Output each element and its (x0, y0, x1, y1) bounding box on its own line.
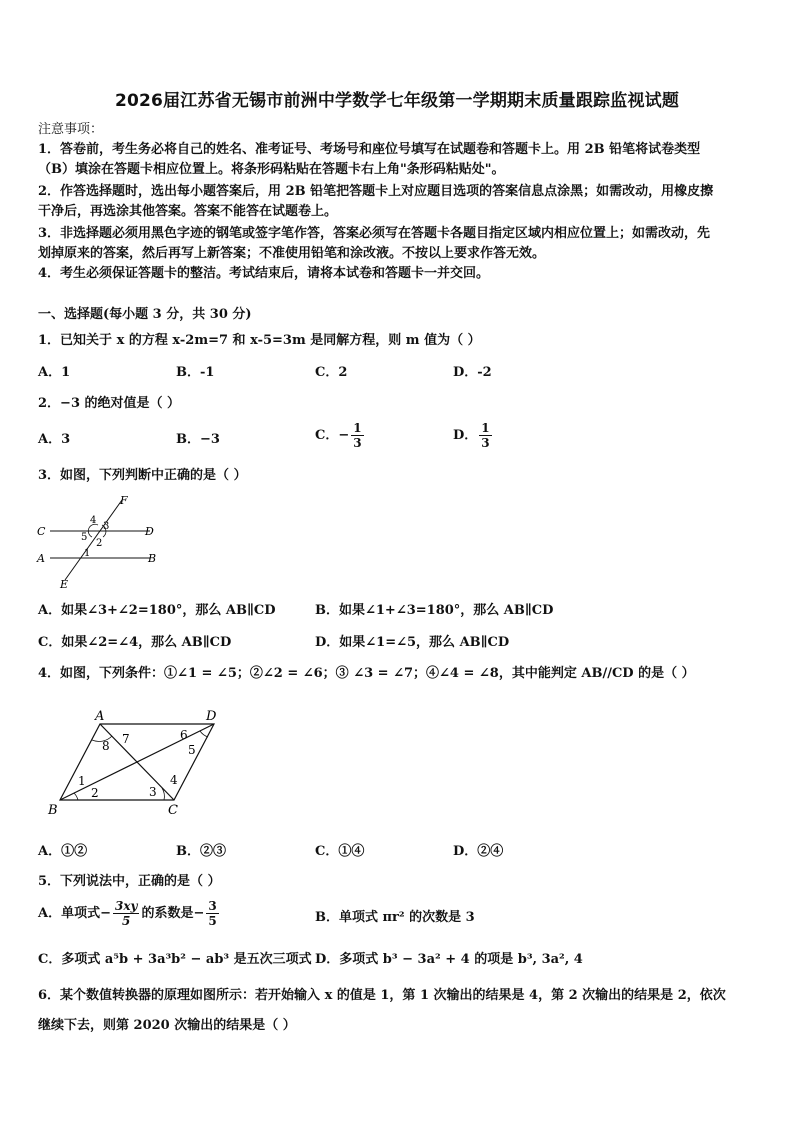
page-title: 2026届江苏省无锡市前洲中学数学七年级第一学期期末质量跟踪监视试题 (114, 91, 680, 111)
option-label: D． (453, 428, 478, 443)
angle-label-6: 6 (180, 728, 188, 742)
notice-line: 1．答卷前，考生务必将自己的姓名、准考证号、考场号和座位号填写在试题卷和答题卡上。用 2B 铅笔将试卷类型 (38, 142, 701, 157)
q3-option-a[interactable]: A．如果∠3+∠2=180°，那么 AB∥CD (38, 603, 276, 618)
fraction-denominator: 3 (481, 436, 490, 450)
q3-option-d[interactable]: D．如果∠1=∠5，那么 AB∥CD (315, 635, 510, 650)
minus-sign: − (338, 428, 350, 443)
question-6-stem-line-2: 继续下去，则第 2020 次输出的结果是（ ） (38, 1018, 296, 1033)
angle-label-7: 7 (122, 732, 130, 746)
section-heading: 一、选择题(每小题 3 分，共 30 分) (38, 307, 252, 322)
q1-option-a[interactable]: A．1 (38, 365, 71, 380)
q1-option-b[interactable]: B．-1 (176, 365, 215, 380)
diagonal-bd (60, 724, 214, 800)
notice-line: 划掉原来的答案，然后再写上新答案；不准使用铅笔和涂改液。不按以上要求作答无效。 (38, 246, 546, 261)
angle-arc (74, 793, 78, 800)
angle-label-1: 1 (84, 548, 91, 559)
q4-option-d[interactable]: D．②④ (453, 844, 504, 859)
q2-option-a[interactable]: A．3 (38, 432, 71, 447)
fraction-numerator: 3 (208, 899, 217, 913)
point-label-c: C (37, 525, 46, 538)
fraction-denominator: 5 (122, 914, 131, 928)
q1-option-c[interactable]: C．2 (315, 365, 348, 380)
fraction-numerator: 3xy (114, 899, 138, 913)
question-2-stem: 2．−3 的绝对值是（ ） (38, 396, 181, 411)
vertex-label-a: A (95, 709, 105, 724)
angle-label-3: 3 (149, 785, 157, 799)
option-label: C． (315, 428, 339, 443)
notice-line: （B）填涂在答题卡相应位置上。将条形码粘贴在答题卡右上角"条形码粘贴处"。 (38, 162, 505, 177)
notice-heading: 注意事项： (38, 122, 104, 137)
fraction (351, 421, 363, 450)
notice-line: 2．作答选择题时，选出每小题答案后，用 2B 铅笔把答题卡上对应题目选项的答案信息点涂黑；如需改动，用橡皮擦 (38, 184, 714, 199)
fraction (479, 421, 491, 450)
notice-line: 4．考生必须保证答题卡的整洁。考试结束后，请将本试卷和答题卡一并交回。 (38, 266, 490, 281)
q4-figure (42, 704, 232, 820)
angle-label-4: 4 (90, 515, 97, 526)
q4-option-a[interactable]: A．①② (38, 844, 88, 859)
vertex-label-d: D (206, 709, 217, 724)
line-ef (65, 500, 122, 580)
fraction (206, 899, 218, 928)
q2-option-b[interactable]: B．−3 (176, 432, 220, 447)
point-label-a: A (37, 552, 45, 565)
angle-label-2: 2 (96, 538, 103, 549)
fraction (113, 899, 139, 928)
q5-option-a[interactable] (38, 899, 221, 928)
q2-option-d[interactable] (453, 421, 494, 450)
q5-option-c[interactable]: C．多项式 a⁵b + 3a³b² − ab³ 是五次三项式 (38, 952, 312, 967)
point-label-d: D (145, 525, 154, 538)
q1-option-d[interactable]: D．-2 (453, 365, 492, 380)
angle-label-2: 2 (91, 786, 99, 800)
option-text: A．单项式− (38, 906, 111, 921)
question-4-stem: 4．如图，下列条件：①∠1 = ∠5；②∠2 = ∠6；③ ∠3 = ∠7；④∠4 = ∠8，其中能判定 AB//CD 的是（ ） (38, 666, 695, 681)
notice-line: 3．非选择题必须用黑色字迹的钢笔或签字笔作答，答案必须写在答题卡各题目指定区域内相应位置上；如需改动，先 (38, 226, 711, 241)
question-3-stem: 3．如图，下列判断中正确的是（ ） (38, 468, 247, 483)
angle-label-4: 4 (170, 773, 178, 787)
question-1-stem: 1．已知关于 x 的方程 x-2m=7 和 x-5=3m 是同解方程，则 m 值为（ ） (38, 333, 481, 348)
fraction-numerator: 1 (353, 421, 362, 435)
fraction-numerator: 1 (481, 421, 490, 435)
point-label-b: B (148, 552, 157, 565)
q4-option-b[interactable]: B．②③ (176, 844, 226, 859)
q3-option-b[interactable]: B．如果∠1+∠3=180°，那么 AB∥CD (315, 603, 554, 618)
point-label-f: F (120, 494, 128, 507)
q5-option-b[interactable]: B．单项式 πr² 的次数是 3 (315, 910, 475, 925)
q3-figure (32, 492, 167, 592)
fraction-denominator: 3 (353, 436, 362, 450)
q4-option-c[interactable]: C．①④ (315, 844, 365, 859)
q2-option-c[interactable] (315, 421, 366, 450)
angle-label-8: 8 (102, 739, 110, 753)
angle-label-3: 3 (103, 521, 110, 532)
angle-arc (200, 731, 208, 737)
vertex-label-b: B (48, 803, 58, 818)
point-label-e: E (60, 578, 69, 591)
q5-option-d[interactable]: D．多项式 b³ − 3a² + 4 的项是 b³, 3a², 4 (315, 952, 583, 967)
angle-label-1: 1 (78, 774, 86, 788)
vertex-label-c: C (168, 803, 178, 818)
question-5-stem: 5．下列说法中，正确的是（ ） (38, 874, 221, 889)
angle-label-5: 5 (81, 532, 88, 543)
notice-line: 干净后，再选涂其他答案。答案不能答在试题卷上。 (38, 204, 338, 219)
question-6-stem-line-1: 6．某个数值转换器的原理如图所示：若开始输入 x 的值是 1，第 1 次输出的结果是 4，第 2 次输出的结果是 2，依次 (38, 988, 726, 1003)
fraction-denominator: 5 (208, 914, 217, 928)
q3-option-c[interactable]: C．如果∠2=∠4，那么 AB∥CD (38, 635, 232, 650)
angle-label-5: 5 (188, 743, 196, 757)
option-text: 的系数是− (141, 906, 205, 921)
